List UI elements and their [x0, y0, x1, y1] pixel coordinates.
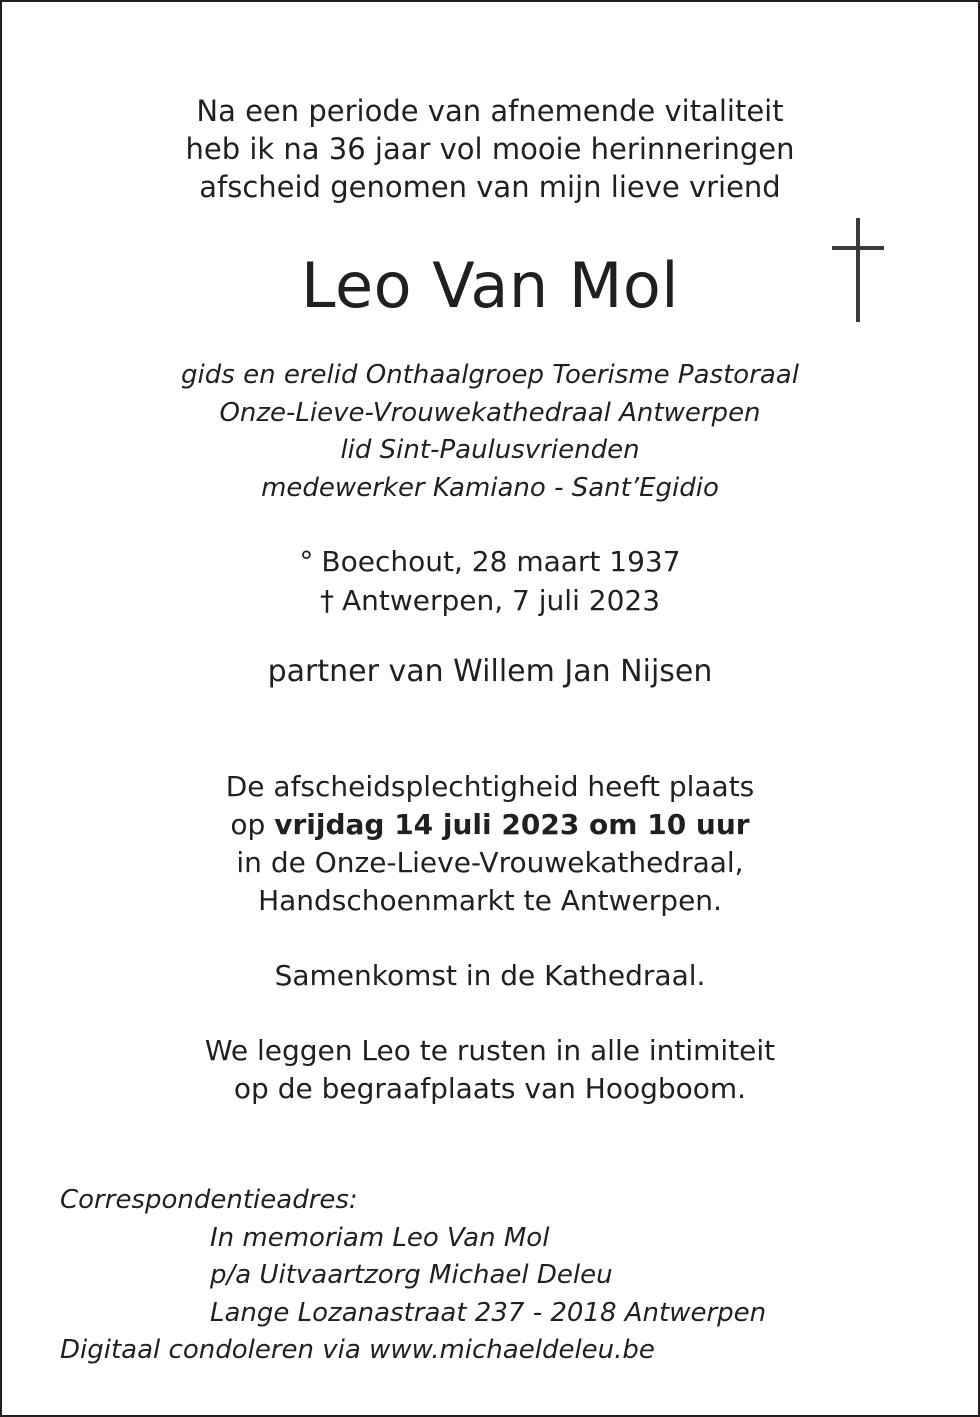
ceremony-date-line	[2, 806, 978, 844]
death-symbol-icon: †	[319, 584, 334, 617]
burial-line: We leggen Leo te rusten in alle intimiteit	[204, 1034, 776, 1067]
intro-line: heb ik na 36 jaar vol mooie herinneringen	[185, 132, 795, 166]
death-line	[2, 581, 978, 620]
ceremony-info	[2, 768, 978, 920]
birth-symbol-icon: °	[299, 545, 314, 578]
intro-line: afscheid genomen van mijn lieve vriend	[199, 170, 781, 204]
cross-icon	[832, 218, 884, 322]
role-line: lid Sint-Paulusvrienden	[340, 435, 640, 465]
birth-text: Boechout, 28 maart 1937	[321, 545, 681, 578]
role-line: Onze-Lieve-Vrouwekathedraal Antwerpen	[219, 397, 761, 428]
correspondence-line: p/a Uitvaartzorg Michael Deleu	[210, 1260, 613, 1290]
role-line: gids en erelid Onthaalgroep Toerisme Pastoraal	[181, 360, 799, 390]
correspondence-label: Correspondentieadres:	[60, 1185, 358, 1215]
condolence-text: Digitaal condoleren via www.michaeldeleu.be	[60, 1335, 655, 1365]
ceremony-date-prefix: op	[230, 808, 266, 841]
ceremony-line: Handschoenmarkt te Antwerpen.	[258, 884, 722, 917]
correspondence-line: Lange Lozanastraat 237 - 2018 Antwerpen	[210, 1297, 767, 1328]
burial-info	[2, 1032, 978, 1108]
gathering-text: Samenkomst in de Kathedraal.	[274, 959, 706, 992]
ceremony-line: in de Onze-Lieve-Vrouwekathedraal,	[236, 846, 744, 879]
deceased-name: Leo Van Mol	[301, 249, 679, 322]
intro-line: Na een periode van afnemende vitaliteit	[196, 94, 784, 128]
role-line: medewerker Kamiano - Sant’Egidio	[261, 472, 719, 503]
birth-line	[2, 542, 978, 581]
life-dates	[2, 542, 978, 620]
ceremony-date: vrijdag 14 juli 2023 om 10 uur	[274, 808, 750, 841]
death-text: Antwerpen, 7 juli 2023	[341, 584, 661, 617]
partner-text: partner van Willem Jan Nijsen	[267, 654, 713, 689]
intro-text	[2, 92, 978, 206]
correspondence-block	[60, 1182, 766, 1370]
roles-list	[2, 357, 978, 507]
ceremony-line: De afscheidsplechtigheid heeft plaats	[225, 770, 755, 803]
correspondence-line: In memoriam Leo Van Mol	[210, 1222, 550, 1253]
burial-line: op de begraafplaats van Hoogboom.	[233, 1072, 747, 1105]
